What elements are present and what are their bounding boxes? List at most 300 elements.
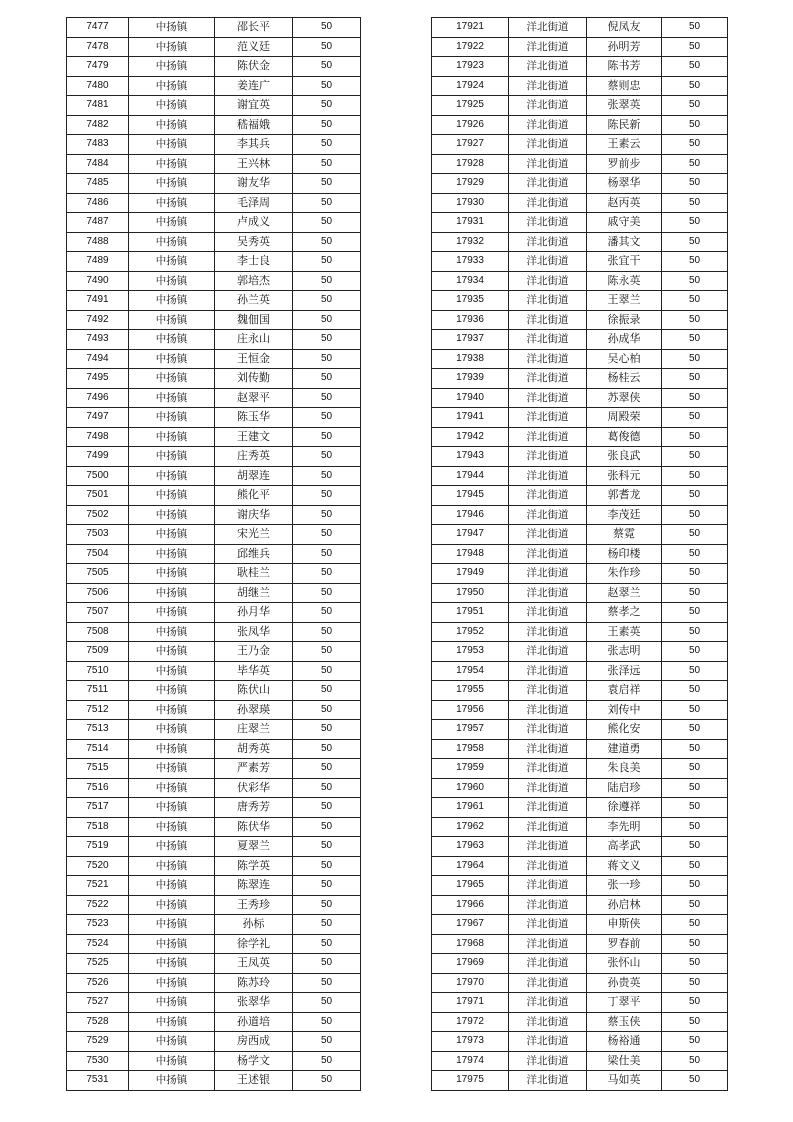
name-cell: 嵇福娥 [215, 115, 293, 135]
amount-cell: 50 [662, 252, 728, 272]
town-cell: 中扬镇 [129, 271, 215, 291]
name-cell: 孙贵英 [587, 973, 662, 993]
amount-cell: 50 [662, 759, 728, 779]
table-row [432, 18, 728, 38]
name-cell: 孙翠瑛 [215, 700, 293, 720]
row-number-cell: 17926 [432, 115, 509, 135]
table-row [432, 603, 728, 623]
amount-cell: 50 [662, 915, 728, 935]
town-cell: 中扬镇 [129, 837, 215, 857]
name-cell: 周殿荣 [587, 408, 662, 428]
row-number-cell: 17967 [432, 915, 509, 935]
row-number-cell: 17934 [432, 271, 509, 291]
town-cell: 中扬镇 [129, 486, 215, 506]
name-cell: 张良武 [587, 447, 662, 467]
amount-cell: 50 [293, 720, 361, 740]
table-row [67, 193, 361, 213]
table-row [432, 388, 728, 408]
town-cell: 中扬镇 [129, 700, 215, 720]
town-cell: 洋北街道 [509, 564, 587, 584]
table-row [67, 174, 361, 194]
name-cell: 范义廷 [215, 37, 293, 57]
table-row [67, 895, 361, 915]
town-cell: 洋北街道 [509, 271, 587, 291]
name-cell: 潘其文 [587, 232, 662, 252]
row-number-cell: 7515 [67, 759, 129, 779]
amount-cell: 50 [293, 837, 361, 857]
amount-cell: 50 [293, 427, 361, 447]
row-number-cell: 7530 [67, 1051, 129, 1071]
row-number-cell: 7493 [67, 330, 129, 350]
table-row [67, 466, 361, 486]
table-row [432, 544, 728, 564]
name-cell: 申斯侠 [587, 915, 662, 935]
table-row [432, 37, 728, 57]
table-row [67, 1012, 361, 1032]
name-cell: 王凤英 [215, 954, 293, 974]
table-row [67, 505, 361, 525]
name-cell: 高孝武 [587, 837, 662, 857]
town-cell: 中扬镇 [129, 915, 215, 935]
town-cell: 中扬镇 [129, 1032, 215, 1052]
table-row [432, 934, 728, 954]
name-cell: 宋光兰 [215, 525, 293, 545]
table-row [432, 427, 728, 447]
row-number-cell: 7514 [67, 739, 129, 759]
name-cell: 戚守美 [587, 213, 662, 233]
row-number-cell: 17963 [432, 837, 509, 857]
town-cell: 中扬镇 [129, 993, 215, 1013]
table-row [432, 408, 728, 428]
town-cell: 洋北街道 [509, 837, 587, 857]
name-cell: 孙标 [215, 915, 293, 935]
row-number-cell: 7523 [67, 915, 129, 935]
name-cell: 王建文 [215, 427, 293, 447]
town-cell: 洋北街道 [509, 252, 587, 272]
amount-cell: 50 [293, 700, 361, 720]
right-roster-body [432, 18, 728, 1091]
town-cell: 中扬镇 [129, 193, 215, 213]
town-cell: 中扬镇 [129, 720, 215, 740]
amount-cell: 50 [293, 57, 361, 77]
town-cell: 中扬镇 [129, 525, 215, 545]
row-number-cell: 7518 [67, 817, 129, 837]
table-row [432, 369, 728, 389]
row-number-cell: 17950 [432, 583, 509, 603]
amount-cell: 50 [662, 96, 728, 116]
town-cell: 中扬镇 [129, 388, 215, 408]
amount-cell: 50 [293, 96, 361, 116]
town-cell: 中扬镇 [129, 310, 215, 330]
table-row [67, 681, 361, 701]
town-cell: 洋北街道 [509, 973, 587, 993]
row-number-cell: 17973 [432, 1032, 509, 1052]
table-row [67, 817, 361, 837]
row-number-cell: 7531 [67, 1071, 129, 1091]
name-cell: 毛泽周 [215, 193, 293, 213]
amount-cell: 50 [662, 720, 728, 740]
name-cell: 谢庆华 [215, 505, 293, 525]
amount-cell: 50 [662, 564, 728, 584]
name-cell: 孙明芳 [587, 37, 662, 57]
row-number-cell: 17970 [432, 973, 509, 993]
row-number-cell: 7491 [67, 291, 129, 311]
town-cell: 中扬镇 [129, 1012, 215, 1032]
table-row [67, 57, 361, 77]
town-cell: 洋北街道 [509, 115, 587, 135]
row-number-cell: 7477 [67, 18, 129, 38]
table-row [67, 564, 361, 584]
name-cell: 陈书芳 [587, 57, 662, 77]
table-row [67, 778, 361, 798]
table-row [67, 1071, 361, 1091]
row-number-cell: 7488 [67, 232, 129, 252]
table-row [432, 642, 728, 662]
town-cell: 中扬镇 [129, 759, 215, 779]
town-cell: 中扬镇 [129, 18, 215, 38]
amount-cell: 50 [662, 369, 728, 389]
table-row [432, 271, 728, 291]
amount-cell: 50 [662, 18, 728, 38]
row-number-cell: 17947 [432, 525, 509, 545]
amount-cell: 50 [293, 915, 361, 935]
town-cell: 中扬镇 [129, 681, 215, 701]
name-cell: 熊化安 [587, 720, 662, 740]
name-cell: 梁仕美 [587, 1051, 662, 1071]
town-cell: 洋北街道 [509, 76, 587, 96]
amount-cell: 50 [293, 798, 361, 818]
name-cell: 张凤华 [215, 622, 293, 642]
name-cell: 丁翠平 [587, 993, 662, 1013]
row-number-cell: 7510 [67, 661, 129, 681]
town-cell: 洋北街道 [509, 310, 587, 330]
town-cell: 洋北街道 [509, 661, 587, 681]
amount-cell: 50 [662, 447, 728, 467]
town-cell: 洋北街道 [509, 954, 587, 974]
row-number-cell: 17966 [432, 895, 509, 915]
table-row [432, 622, 728, 642]
town-cell: 洋北街道 [509, 1051, 587, 1071]
row-number-cell: 7516 [67, 778, 129, 798]
town-cell: 中扬镇 [129, 369, 215, 389]
row-number-cell: 7495 [67, 369, 129, 389]
amount-cell: 50 [662, 232, 728, 252]
town-cell: 洋北街道 [509, 232, 587, 252]
town-cell: 中扬镇 [129, 57, 215, 77]
table-row [432, 681, 728, 701]
town-cell: 洋北街道 [509, 213, 587, 233]
table-row [67, 700, 361, 720]
town-cell: 中扬镇 [129, 876, 215, 896]
row-number-cell: 7513 [67, 720, 129, 740]
name-cell: 伏彩华 [215, 778, 293, 798]
row-number-cell: 7486 [67, 193, 129, 213]
row-number-cell: 17937 [432, 330, 509, 350]
table-row [432, 895, 728, 915]
table-row [67, 837, 361, 857]
name-cell: 谢友华 [215, 174, 293, 194]
table-row [432, 973, 728, 993]
name-cell: 袁启祥 [587, 681, 662, 701]
table-row [432, 954, 728, 974]
town-cell: 洋北街道 [509, 642, 587, 662]
name-cell: 杨裕通 [587, 1032, 662, 1052]
town-cell: 洋北街道 [509, 525, 587, 545]
row-number-cell: 17943 [432, 447, 509, 467]
row-number-cell: 17930 [432, 193, 509, 213]
name-cell: 陈永英 [587, 271, 662, 291]
amount-cell: 50 [662, 154, 728, 174]
row-number-cell: 17957 [432, 720, 509, 740]
name-cell: 李先明 [587, 817, 662, 837]
name-cell: 毕华英 [215, 661, 293, 681]
town-cell: 洋北街道 [509, 447, 587, 467]
table-row [67, 993, 361, 1013]
name-cell: 王秀珍 [215, 895, 293, 915]
name-cell: 徐遵祥 [587, 798, 662, 818]
amount-cell: 50 [662, 954, 728, 974]
amount-cell: 50 [662, 330, 728, 350]
name-cell: 孙成华 [587, 330, 662, 350]
name-cell: 赵翠兰 [587, 583, 662, 603]
town-cell: 洋北街道 [509, 505, 587, 525]
town-cell: 中扬镇 [129, 505, 215, 525]
amount-cell: 50 [662, 408, 728, 428]
amount-cell: 50 [293, 1051, 361, 1071]
name-cell: 李其兵 [215, 135, 293, 155]
row-number-cell: 7512 [67, 700, 129, 720]
row-number-cell: 17924 [432, 76, 509, 96]
town-cell: 洋北街道 [509, 700, 587, 720]
name-cell: 魏佃国 [215, 310, 293, 330]
amount-cell: 50 [662, 76, 728, 96]
town-cell: 洋北街道 [509, 1032, 587, 1052]
amount-cell: 50 [662, 681, 728, 701]
amount-cell: 50 [293, 1071, 361, 1091]
row-number-cell: 17932 [432, 232, 509, 252]
row-number-cell: 7505 [67, 564, 129, 584]
table-row [432, 291, 728, 311]
amount-cell: 50 [662, 213, 728, 233]
amount-cell: 50 [293, 505, 361, 525]
town-cell: 中扬镇 [129, 583, 215, 603]
table-row [432, 486, 728, 506]
town-cell: 洋北街道 [509, 759, 587, 779]
name-cell: 吴心柏 [587, 349, 662, 369]
amount-cell: 50 [662, 388, 728, 408]
table-row [432, 837, 728, 857]
town-cell: 洋北街道 [509, 603, 587, 623]
amount-cell: 50 [662, 817, 728, 837]
amount-cell: 50 [293, 232, 361, 252]
name-cell: 陈玉华 [215, 408, 293, 428]
name-cell: 胡继兰 [215, 583, 293, 603]
town-cell: 洋北街道 [509, 915, 587, 935]
row-number-cell: 17952 [432, 622, 509, 642]
amount-cell: 50 [293, 310, 361, 330]
name-cell: 邱维兵 [215, 544, 293, 564]
town-cell: 中扬镇 [129, 427, 215, 447]
row-number-cell: 17961 [432, 798, 509, 818]
amount-cell: 50 [662, 1032, 728, 1052]
name-cell: 房西成 [215, 1032, 293, 1052]
left-roster-body [67, 18, 361, 1091]
name-cell: 倪凤友 [587, 18, 662, 38]
amount-cell: 50 [662, 973, 728, 993]
town-cell: 中扬镇 [129, 330, 215, 350]
town-cell: 洋北街道 [509, 1012, 587, 1032]
town-cell: 洋北街道 [509, 466, 587, 486]
amount-cell: 50 [293, 544, 361, 564]
amount-cell: 50 [293, 388, 361, 408]
amount-cell: 50 [293, 252, 361, 272]
row-number-cell: 17965 [432, 876, 509, 896]
table-row [432, 915, 728, 935]
row-number-cell: 7499 [67, 447, 129, 467]
town-cell: 中扬镇 [129, 408, 215, 428]
amount-cell: 50 [293, 193, 361, 213]
amount-cell: 50 [662, 934, 728, 954]
table-row [432, 330, 728, 350]
amount-cell: 50 [662, 837, 728, 857]
row-number-cell: 17971 [432, 993, 509, 1013]
row-number-cell: 7503 [67, 525, 129, 545]
table-row [432, 154, 728, 174]
name-cell: 张泽远 [587, 661, 662, 681]
amount-cell: 50 [662, 271, 728, 291]
row-number-cell: 17940 [432, 388, 509, 408]
amount-cell: 50 [662, 174, 728, 194]
town-cell: 中扬镇 [129, 174, 215, 194]
name-cell: 杨翠华 [587, 174, 662, 194]
row-number-cell: 7484 [67, 154, 129, 174]
amount-cell: 50 [293, 642, 361, 662]
row-number-cell: 17938 [432, 349, 509, 369]
town-cell: 中扬镇 [129, 544, 215, 564]
table-row [67, 37, 361, 57]
amount-cell: 50 [662, 583, 728, 603]
table-row [67, 798, 361, 818]
name-cell: 杨印楼 [587, 544, 662, 564]
name-cell: 王述银 [215, 1071, 293, 1091]
amount-cell: 50 [293, 934, 361, 954]
table-row [432, 720, 728, 740]
amount-cell: 50 [293, 174, 361, 194]
table-row [432, 174, 728, 194]
amount-cell: 50 [293, 115, 361, 135]
name-cell: 李茂廷 [587, 505, 662, 525]
amount-cell: 50 [293, 759, 361, 779]
table-row [67, 115, 361, 135]
table-row [432, 661, 728, 681]
table-row [67, 213, 361, 233]
amount-cell: 50 [662, 505, 728, 525]
row-number-cell: 17944 [432, 466, 509, 486]
name-cell: 蔡玉侠 [587, 1012, 662, 1032]
amount-cell: 50 [293, 213, 361, 233]
name-cell: 苏翠侠 [587, 388, 662, 408]
amount-cell: 50 [662, 1051, 728, 1071]
table-row [67, 154, 361, 174]
town-cell: 中扬镇 [129, 954, 215, 974]
table-row [67, 447, 361, 467]
name-cell: 郭培杰 [215, 271, 293, 291]
amount-cell: 50 [293, 349, 361, 369]
amount-cell: 50 [662, 544, 728, 564]
amount-cell: 50 [293, 622, 361, 642]
town-cell: 中扬镇 [129, 973, 215, 993]
table-row [67, 388, 361, 408]
town-cell: 洋北街道 [509, 778, 587, 798]
amount-cell: 50 [293, 993, 361, 1013]
town-cell: 洋北街道 [509, 544, 587, 564]
name-cell: 夏翠兰 [215, 837, 293, 857]
table-row [67, 349, 361, 369]
table-row [67, 856, 361, 876]
town-cell: 洋北街道 [509, 291, 587, 311]
name-cell: 邵长平 [215, 18, 293, 38]
table-row [432, 1032, 728, 1052]
name-cell: 胡秀英 [215, 739, 293, 759]
amount-cell: 50 [662, 661, 728, 681]
table-row [67, 720, 361, 740]
row-number-cell: 17948 [432, 544, 509, 564]
table-row [432, 817, 728, 837]
amount-cell: 50 [293, 76, 361, 96]
row-number-cell: 7480 [67, 76, 129, 96]
row-number-cell: 7520 [67, 856, 129, 876]
row-number-cell: 17964 [432, 856, 509, 876]
table-row [432, 193, 728, 213]
town-cell: 中扬镇 [129, 856, 215, 876]
row-number-cell: 7524 [67, 934, 129, 954]
row-number-cell: 7501 [67, 486, 129, 506]
name-cell: 建道勇 [587, 739, 662, 759]
table-row [67, 232, 361, 252]
table-row [67, 76, 361, 96]
amount-cell: 50 [662, 778, 728, 798]
table-row [432, 232, 728, 252]
town-cell: 洋北街道 [509, 174, 587, 194]
name-cell: 孙启林 [587, 895, 662, 915]
amount-cell: 50 [662, 856, 728, 876]
row-number-cell: 17958 [432, 739, 509, 759]
row-number-cell: 7527 [67, 993, 129, 1013]
town-cell: 中扬镇 [129, 778, 215, 798]
row-number-cell: 17922 [432, 37, 509, 57]
row-number-cell: 7485 [67, 174, 129, 194]
town-cell: 洋北街道 [509, 993, 587, 1013]
name-cell: 陈民新 [587, 115, 662, 135]
name-cell: 马如英 [587, 1071, 662, 1091]
table-row [67, 330, 361, 350]
name-cell: 张志明 [587, 642, 662, 662]
table-row [67, 739, 361, 759]
row-number-cell: 7507 [67, 603, 129, 623]
table-row [432, 993, 728, 1013]
name-cell: 徐学礼 [215, 934, 293, 954]
table-row [432, 252, 728, 272]
name-cell: 陆启珍 [587, 778, 662, 798]
town-cell: 洋北街道 [509, 895, 587, 915]
table-row [67, 1051, 361, 1071]
name-cell: 熊化平 [215, 486, 293, 506]
name-cell: 赵丙英 [587, 193, 662, 213]
amount-cell: 50 [293, 18, 361, 38]
table-row [432, 76, 728, 96]
name-cell: 徐振录 [587, 310, 662, 330]
name-cell: 陈学英 [215, 856, 293, 876]
